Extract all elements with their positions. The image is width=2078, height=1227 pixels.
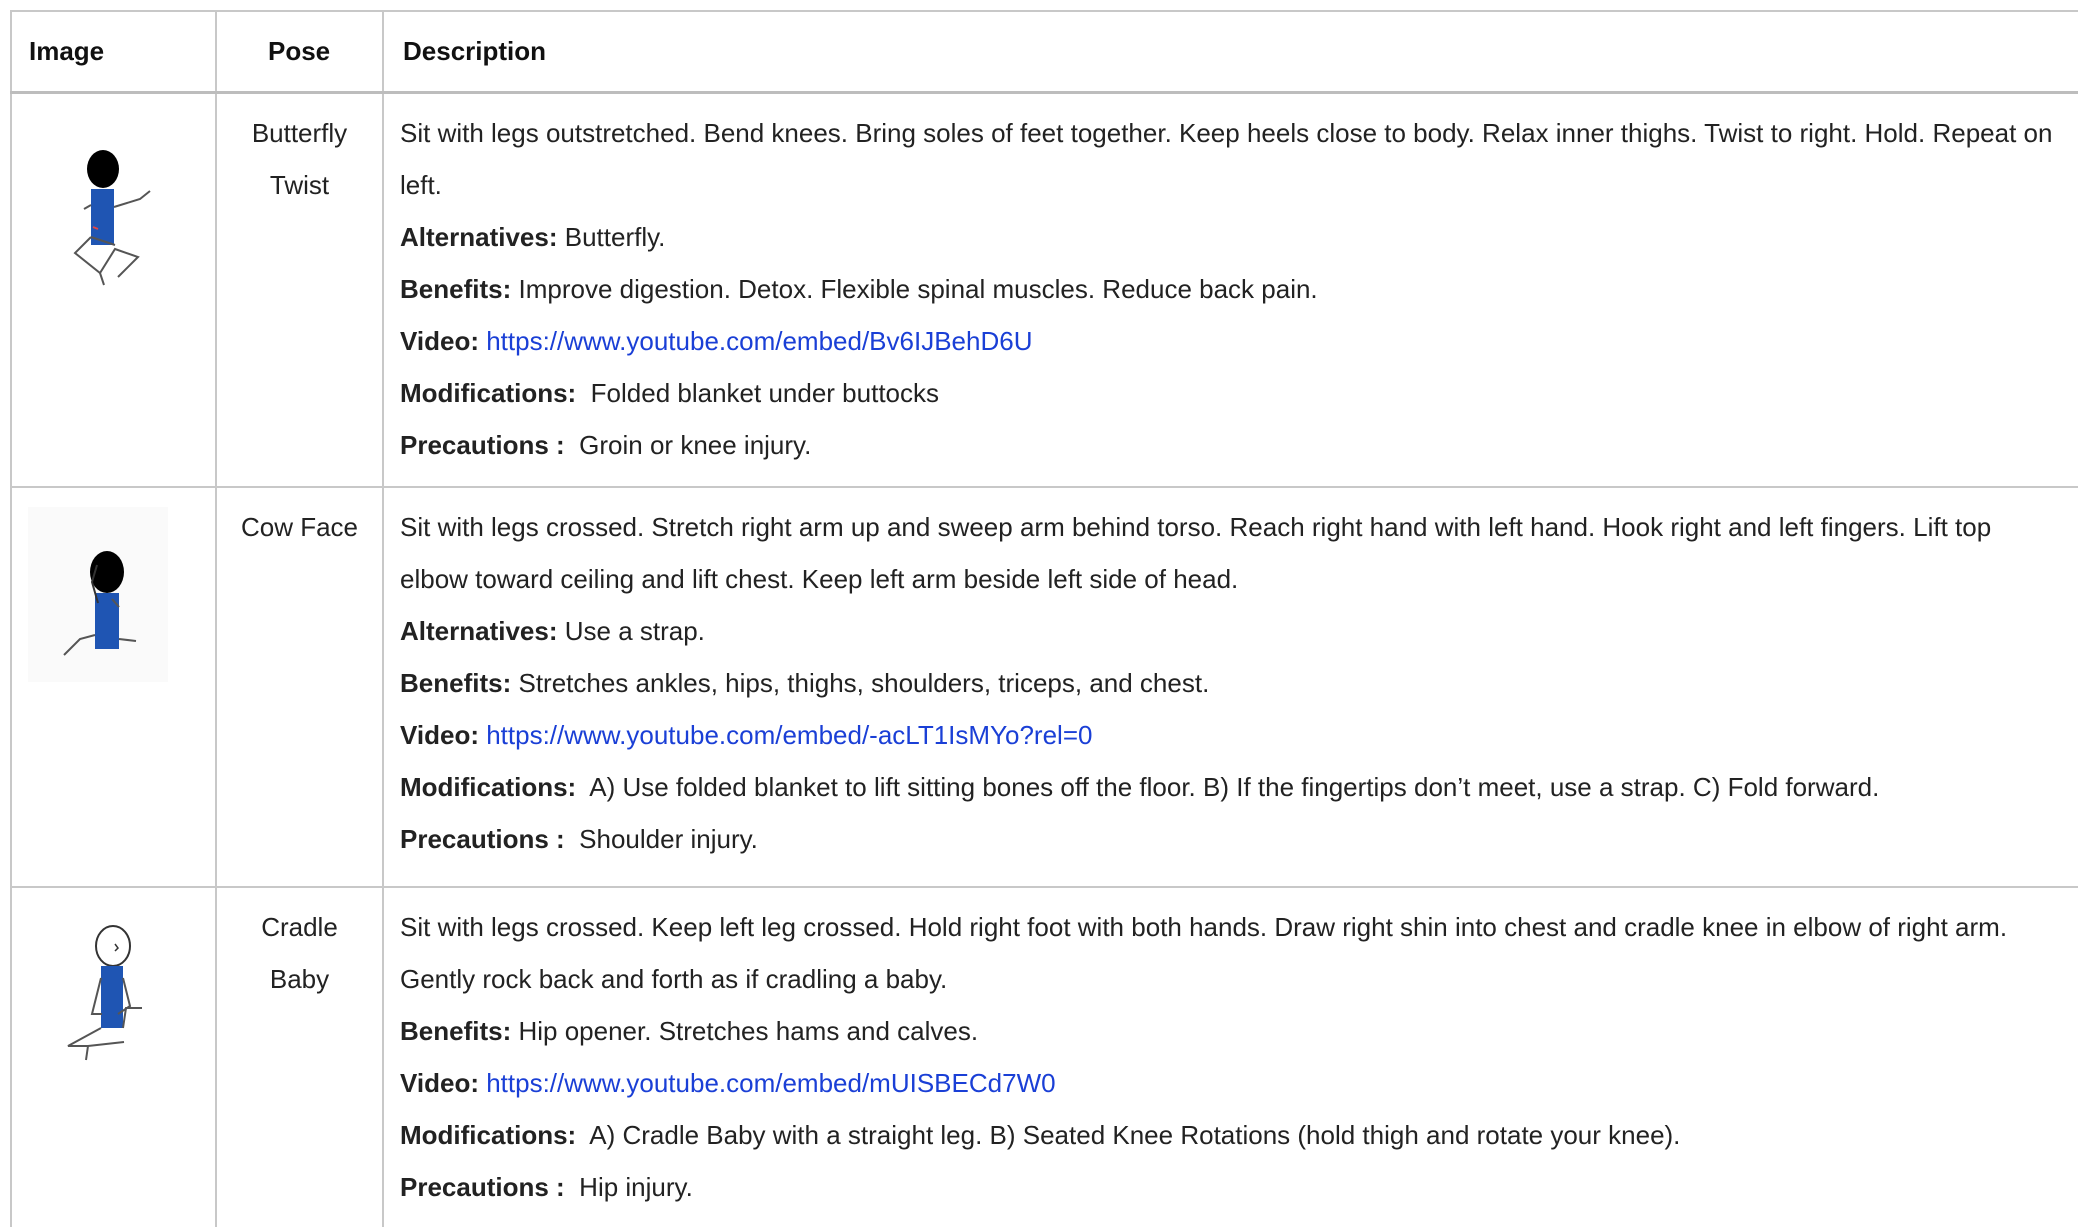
modifications-value: Folded blanket under buttocks	[590, 377, 940, 408]
column-header-description: Description	[383, 11, 2078, 92]
precautions-label: Precautions :	[400, 1172, 565, 1202]
pose-name: Butterfly	[251, 117, 348, 148]
pose-description-cell	[383, 487, 2078, 887]
table-row	[11, 487, 2078, 887]
modifications-value: A) Use folded blanket to lift sitting bones off the floor. B) If the fingertips don’t meet, use a strap. C) Fold forward.	[589, 772, 1880, 802]
pose-image-cell	[11, 487, 216, 887]
pose-name: Cow Face	[240, 512, 359, 542]
table-header	[11, 11, 2078, 92]
pose-name-line2: Twist	[269, 169, 330, 200]
column-header-image: Image	[11, 11, 216, 92]
table-row	[11, 887, 2078, 1227]
video-label: Video:	[400, 325, 479, 356]
benefits-label: Benefits:	[400, 1016, 512, 1046]
poses-table	[10, 10, 2078, 1227]
benefits-value: Improve digestion. Detox. Flexible spinal muscles. Reduce back pain.	[518, 273, 1318, 304]
pose-name-cell	[216, 487, 383, 887]
pose-name-cell	[216, 887, 383, 1227]
benefits-line	[400, 263, 2061, 315]
precautions-line	[400, 1161, 2061, 1213]
precautions-value: Groin or knee injury.	[579, 429, 812, 460]
alternatives-label: Alternatives:	[400, 616, 558, 646]
alternatives-value: Use a strap.	[564, 616, 705, 646]
pose-name-cell	[216, 92, 383, 487]
alternatives-line	[400, 605, 2061, 657]
modifications-line	[400, 367, 2061, 419]
cradle-baby-figure-icon	[58, 922, 158, 1072]
video-link[interactable]: https://www.youtube.com/embed/-acLT1IsMYo?rel=0	[486, 720, 1093, 750]
column-header-pose: Pose	[216, 11, 383, 92]
video-line	[400, 709, 2061, 761]
benefits-line	[400, 1005, 2061, 1057]
pose-description: Sit with legs crossed. Stretch right arm up and sweep arm behind torso. Reach right hand with left hand. Hook right and left fingers. Lift top elbow toward ceiling and lift chest. Keep left arm beside left side of head.	[400, 512, 1992, 594]
benefits-label: Benefits:	[400, 668, 512, 698]
pose-description-cell	[383, 92, 2078, 487]
table-row	[11, 92, 2078, 487]
benefits-line	[400, 657, 2061, 709]
modifications-line	[400, 761, 2061, 813]
precautions-value: Hip injury.	[579, 1172, 693, 1202]
modifications-label: Modifications:	[400, 772, 577, 802]
benefits-value: Hip opener. Stretches hams and calves.	[518, 1016, 979, 1046]
precautions-label: Precautions :	[400, 429, 565, 460]
alternatives-label: Alternatives:	[400, 221, 558, 252]
video-link[interactable]: https://www.youtube.com/embed/mUISBECd7W0	[486, 1068, 1056, 1098]
video-label: Video:	[400, 720, 479, 750]
pose-description: Sit with legs crossed. Keep left leg crossed. Hold right foot with both hands. Draw right shin into chest and cradle knee in elbow of right arm. Gently rock back and forth as if cradling a baby.	[400, 912, 2008, 994]
pose-name: Cradle	[261, 912, 338, 942]
header-row	[11, 11, 2078, 92]
video-link[interactable]: https://www.youtube.com/embed/Bv6IJBehD6U	[486, 325, 1033, 356]
video-line	[400, 315, 2061, 367]
modifications-label: Modifications:	[400, 377, 577, 408]
modifications-line	[400, 1109, 2061, 1161]
benefits-label: Benefits:	[400, 273, 512, 304]
precautions-value: Shoulder injury.	[579, 824, 758, 854]
pose-image-cell	[11, 887, 216, 1227]
poses-table-container	[10, 10, 2078, 1227]
alternatives-value: Butterfly.	[564, 221, 666, 252]
modifications-value: A) Cradle Baby with a straight leg. B) Seated Knee Rotations (hold thigh and rotate your knee).	[589, 1120, 1681, 1150]
pose-name-line2: Baby	[269, 964, 330, 994]
precautions-line	[400, 419, 2061, 471]
benefits-value: Stretches ankles, hips, thighs, shoulders, triceps, and chest.	[518, 668, 1210, 698]
precautions-label: Precautions :	[400, 824, 565, 854]
cow-face-figure-icon	[28, 507, 168, 682]
pose-image-cell	[11, 92, 216, 487]
butterfly-twist-figure-icon	[60, 137, 160, 297]
pose-description-cell	[383, 887, 2078, 1227]
alternatives-line	[400, 211, 2061, 263]
video-label: Video:	[400, 1068, 479, 1098]
modifications-label: Modifications:	[400, 1120, 577, 1150]
video-line	[400, 1057, 2061, 1109]
pose-description: Sit with legs outstretched. Bend knees. Bring soles of feet together. Keep heels close to body. Relax inner thighs. Twist to right. Hold. Repeat on left.	[400, 117, 2053, 200]
precautions-line	[400, 813, 2061, 865]
